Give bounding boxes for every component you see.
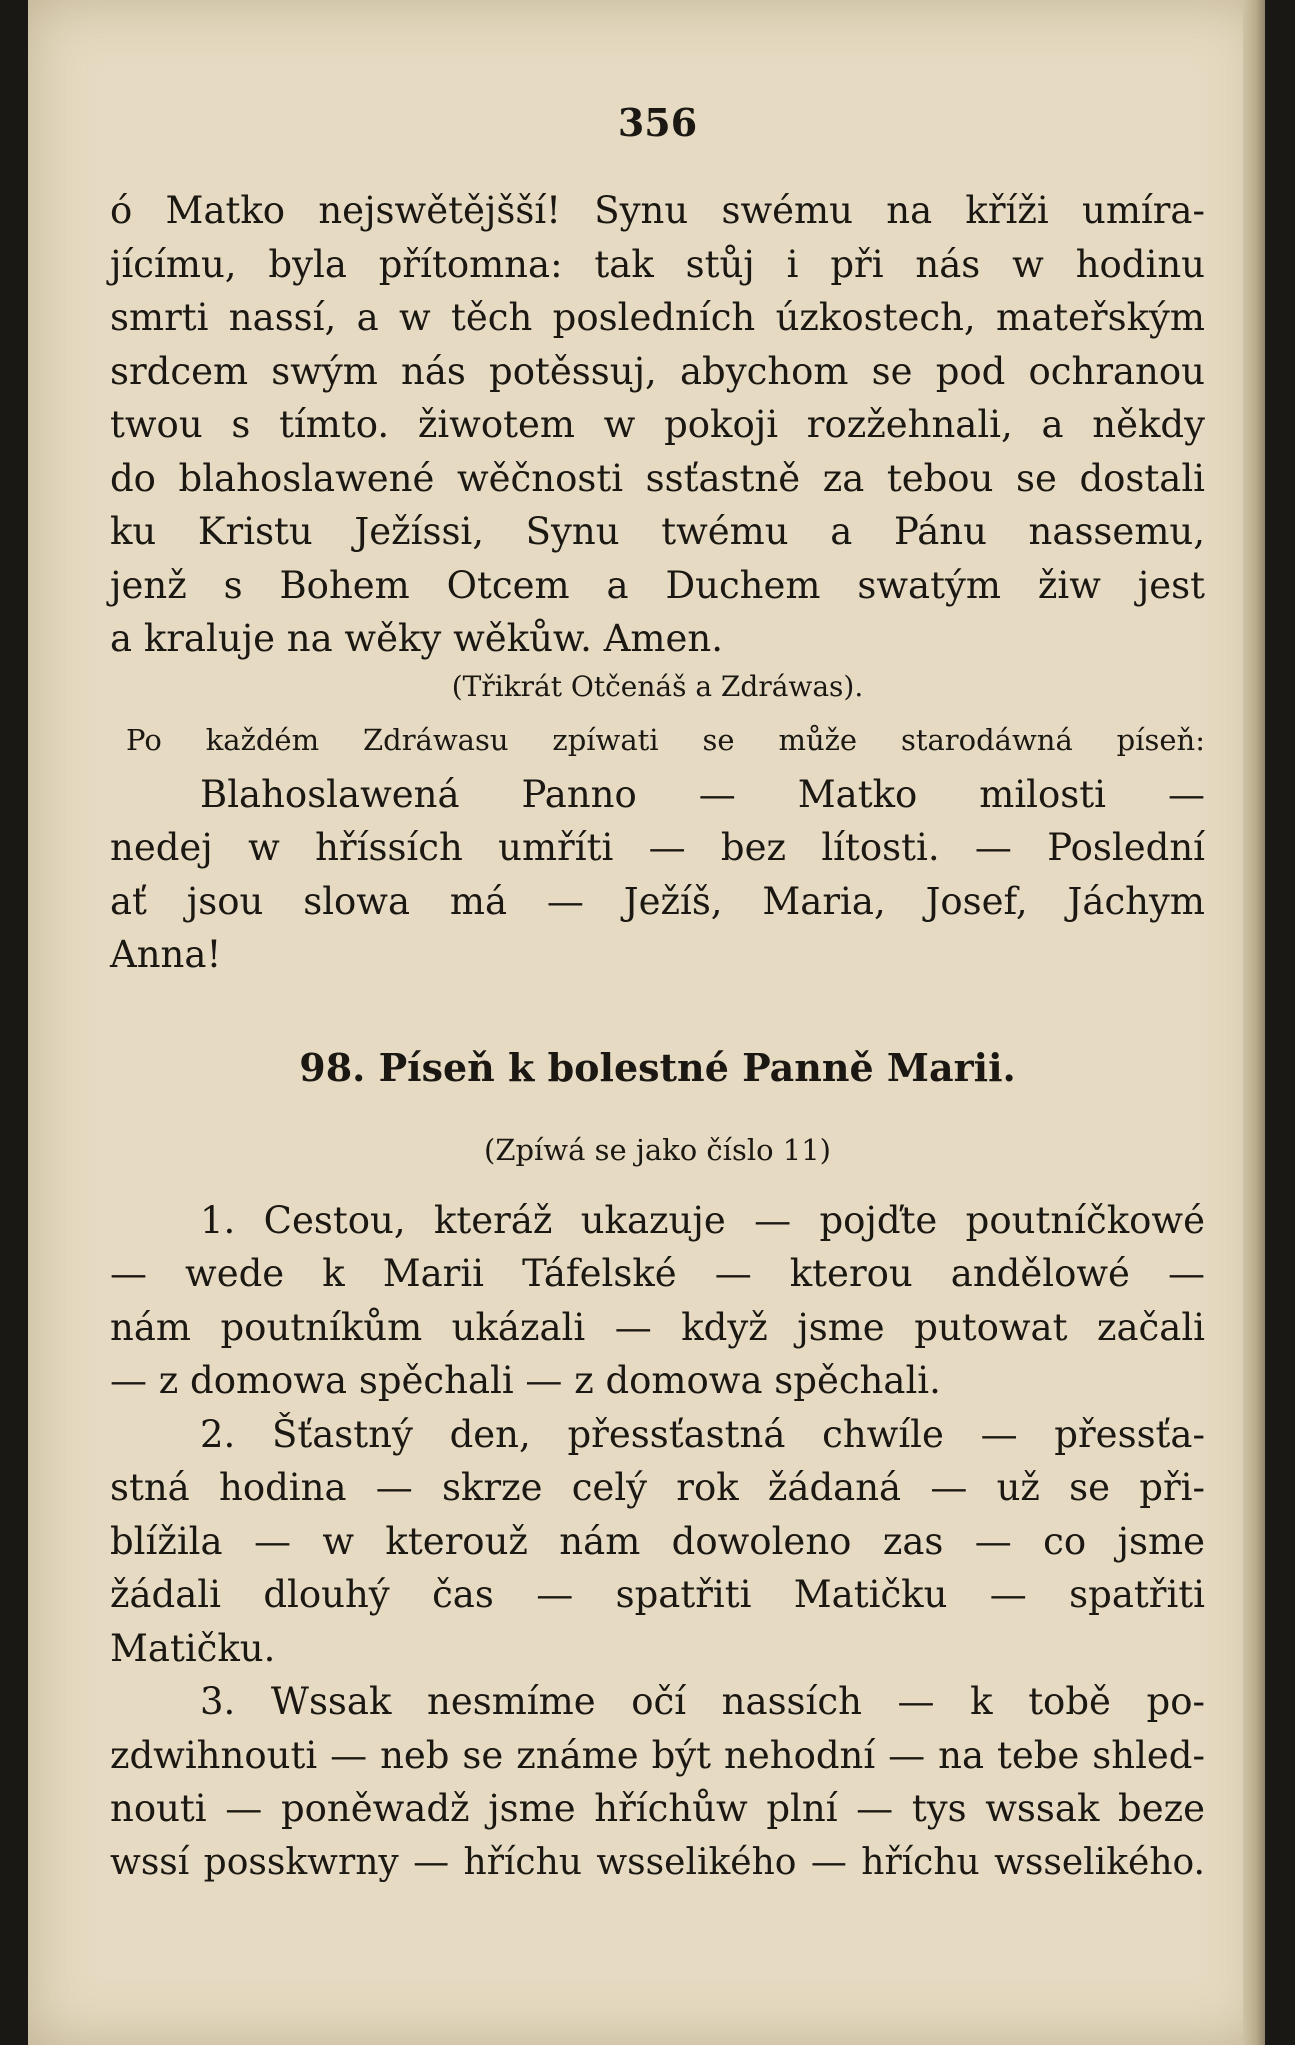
text-line: smrti nassí, a w těch posledních úzkostech, mateřským	[110, 296, 1205, 339]
text-line: Anna!	[110, 933, 222, 976]
text-line: Matičku.	[110, 1626, 276, 1670]
text-line: ku Kristu Ježíssi, Synu twému a Pánu nassemu,	[110, 510, 1205, 553]
verse-2	[110, 1408, 1205, 1676]
text-line: ó Matko nejswětějšší! Synu swému na kříži umíra-	[110, 189, 1205, 232]
page-content	[110, 100, 1205, 1889]
text-line: 3. Wssak nesmíme očí nassích — k tobě po-	[200, 1680, 1205, 1723]
text-line: — z domowa spěchali — z domowa spěchali.	[110, 1359, 941, 1402]
prayer-note: (Třikrát Otčenáš a Zdráwas).	[451, 669, 864, 703]
text-line: 2. Šťastný den, přessťastná chwíle — přessťa-	[200, 1412, 1205, 1456]
tune-note: (Zpíwá se jako číslo 11)	[484, 1132, 831, 1167]
text-line: a kraluje na wěky wěkůw. Amen.	[110, 617, 723, 660]
text-line: žádali dlouhý čas — spatřiti Matičku — spatřiti	[110, 1573, 1205, 1616]
text-line: wssí posskwrny — hříchu wsselikého — hříchu wsselikého.	[110, 1841, 1205, 1883]
page-edge	[1243, 0, 1265, 2045]
hymn-paragraph	[110, 768, 1205, 982]
text-line: 1. Cestou, kteráž ukazuje — pojďte poutníčkowé	[200, 1198, 1205, 1242]
verse-3	[110, 1675, 1205, 1889]
prayer-paragraph	[110, 184, 1205, 666]
instruction-line: Po každém Zdráwasu zpíwati se může starodáwná píseň:	[126, 722, 1205, 757]
text-line: blížila — w kterouž nám dowoleno zas — co jsme	[110, 1519, 1205, 1563]
verse-1	[110, 1194, 1205, 1408]
text-line: do blahoslawené wěčnosti ssťastně za tebou se dostali	[110, 456, 1205, 500]
text-line: jenž s Bohem Otcem a Duchem swatým žiw jest	[110, 563, 1205, 607]
text-line: jícímu, byla přítomna: tak stůj i při nás w hodinu	[110, 242, 1205, 286]
book-page	[28, 0, 1265, 2045]
text-line: nedej w hříssích umříti — bez lítosti. — Poslední	[110, 826, 1205, 869]
text-line: srdcem swým nás potěssuj, abychom se pod ochranou	[110, 349, 1205, 393]
section-title: 98. Píseň k bolestné Panně Marii.	[299, 1044, 1016, 1090]
text-line: nám poutníkům ukázali — když jsme putowat začali	[110, 1305, 1205, 1349]
text-line: zdwihnouti — neb se známe být nehodní — na tebe shled-	[110, 1733, 1205, 1777]
text-line: twou s tímto. žiwotem w pokoji rozžehnali, a někdy	[110, 403, 1205, 446]
text-line: nouti — poněwadž jsme hříchůw plní — tys wssak beze	[110, 1787, 1205, 1830]
text-line: Blahoslawená Panno — Matko milosti —	[200, 772, 1205, 816]
text-line: ať jsou slowa má — Ježíš, Maria, Josef, Jáchym	[110, 879, 1205, 923]
text-line: stná hodina — skrze celý rok žádaná — už se při-	[110, 1466, 1205, 1509]
page-number: 356	[617, 100, 698, 145]
text-line: — wede k Marii Táfelské — kterou andělowé —	[110, 1252, 1205, 1295]
